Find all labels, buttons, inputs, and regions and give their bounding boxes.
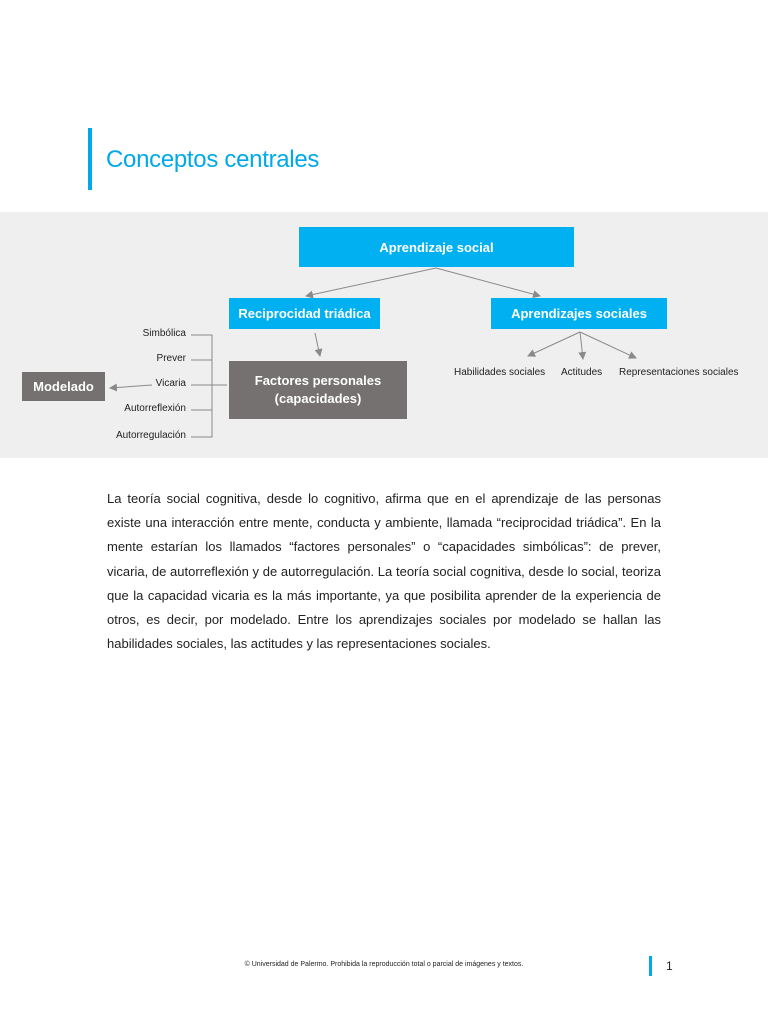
footer-copyright: © Universidad de Palermo. Prohibida la reproducción total o parcial de imágenes y textos. [244, 961, 524, 968]
factores-line-1: Factores personales [254, 373, 382, 388]
box-reciprocidad-triadica: Reciprocidad triádica [229, 298, 380, 329]
capacidad-prever: Prever [156, 353, 186, 364]
page-title: Conceptos centrales [106, 146, 320, 173]
body-paragraph: La teoría social cognitiva, desde lo cognitivo, afirma que en el aprendizaje de las personas existe una interacción entre mente, conducta y ambiente, llamada “reciprocidad triádica”. En la mente estarían los llamados “factores personales” o “capacidades simbólicas”: de prever, vicaria, de autorreflexión y de autorregulación. La teoría social cognitiva, desde lo social, teoriza que la capacidad vicaria es la más importante, ya que posibilita aprender de la experiencia de otros, es decir, por modelado. Entre los aprendizajes sociales por modelado se hallan las habilidades sociales, las actitudes y las representaciones sociales. [107, 491, 661, 652]
concept-diagram [0, 212, 768, 458]
connector-aprendizajes-actitudes [580, 332, 583, 359]
capacidad-simbolica: Simbólica [142, 328, 186, 339]
capacidad-autorregulacion: Autorregulación [115, 430, 186, 441]
connector-top-left [306, 268, 436, 296]
factores-line-2: (capacidades) [274, 391, 362, 406]
box-aprendizaje-social: Aprendizaje social [299, 227, 574, 267]
aprendizaje-habilidades-sociales: Habilidades sociales [454, 367, 546, 378]
footer-accent-bar [649, 956, 652, 976]
page-number: 1 [666, 959, 673, 973]
capacidad-vicaria: Vicaria [155, 378, 186, 389]
connector-top-right [436, 268, 540, 296]
connector-aprendizajes-representaciones [580, 332, 636, 358]
box-modelado: Modelado [22, 372, 105, 401]
box-aprendizajes-sociales: Aprendizajes sociales [491, 298, 667, 329]
connector-reciprocidad-factores [315, 333, 320, 356]
connector-aprendizajes-habilidades [528, 332, 580, 356]
aprendizaje-actitudes: Actitudes [561, 367, 603, 378]
aprendizaje-representaciones-sociales: Representaciones sociales [619, 367, 739, 378]
capacidades-bracket [191, 335, 212, 437]
capacidad-autorreflexion: Autorreflexión [124, 403, 186, 414]
box-factores-personales [229, 361, 407, 419]
title-accent-bar [88, 128, 92, 190]
connector-vicaria-modelado [110, 385, 152, 388]
